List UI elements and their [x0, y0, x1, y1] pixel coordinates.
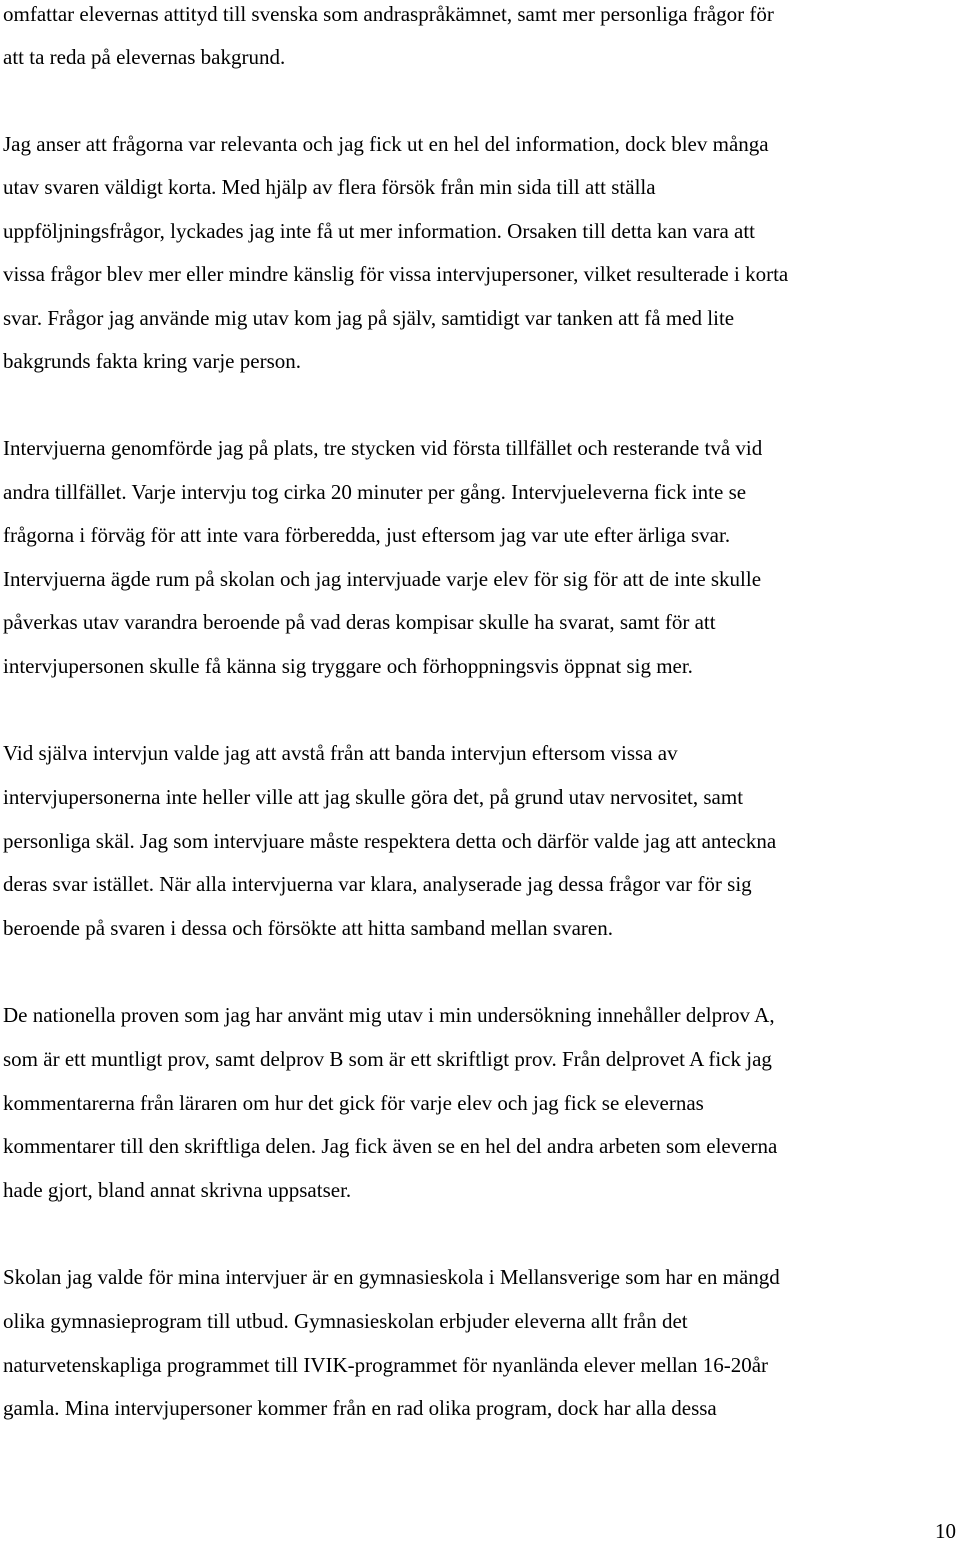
text-line: beroende på svaren i dessa och försökte att hitta samband mellan svaren.: [3, 916, 613, 940]
text-line: frågorna i förväg för att inte vara förberedda, just eftersom jag var ute efter ärliga svar.: [3, 523, 731, 547]
text-line: Intervjuerna ägde rum på skolan och jag intervjuade varje elev för sig för att de inte skulle: [3, 567, 762, 591]
text-line: naturvetenskapliga programmet till IVIK-programmet för nyanlända elever mellan 16-20år: [3, 1353, 769, 1377]
text-line: bakgrunds fakta kring varje person.: [3, 349, 301, 373]
text-line: andra tillfället. Varje intervju tog cirka 20 minuter per gång. Intervjueleverna fick inte se: [3, 480, 747, 504]
text-line: utav svaren väldigt korta. Med hjälp av flera försök från min sida till att ställa: [3, 175, 656, 199]
text-line: olika gymnasieprogram till utbud. Gymnasieskolan erbjuder eleverna allt från det: [3, 1309, 688, 1333]
text-line: deras svar istället. När alla intervjuerna var klara, analyserade jag dessa frågor var för sig: [3, 872, 752, 896]
text-line: som är ett muntligt prov, samt delprov B som är ett skriftligt prov. Från delprovet A fick jag: [3, 1047, 772, 1071]
text-line: uppföljningsfrågor, lyckades jag inte få ut mer information. Orsaken till detta kan vara att: [3, 219, 756, 243]
text-line: omfattar elevernas attityd till svenska som andraspråkämnet, samt mer personliga frågor för: [3, 2, 774, 26]
text-line: Vid själva intervjun valde jag att avstå från att banda intervjun eftersom vissa av: [3, 741, 678, 765]
text-line: intervjupersonen skulle få känna sig tryggare och förhoppningsvis öppnat sig mer.: [3, 654, 693, 678]
text-line: hade gjort, bland annat skrivna uppsatser.: [3, 1178, 352, 1202]
text-line: vissa frågor blev mer eller mindre känslig för vissa intervjupersoner, vilket resulterade i korta: [3, 262, 789, 286]
text-line: personliga skäl. Jag som intervjuare måste respektera detta och därför valde jag att anteckna: [3, 829, 777, 853]
text-line: gamla. Mina intervjupersoner kommer från en rad olika program, dock har alla dessa: [3, 1396, 717, 1420]
text-line: att ta reda på elevernas bakgrund.: [3, 45, 286, 69]
text-line: Skolan jag valde för mina intervjuer är en gymnasieskola i Mellansverige som har en mängd: [3, 1265, 780, 1289]
text-line: intervjupersonerna inte heller ville att jag skulle göra det, på grund utav nervositet, samt: [3, 785, 744, 809]
text-line: kommentarer till den skriftliga delen. Jag fick även se en hel del andra arbeten som eleverna: [3, 1134, 778, 1158]
text-line: Intervjuerna genomförde jag på plats, tre stycken vid första tillfället och resterande två vid: [3, 436, 763, 460]
text-line: De nationella proven som jag har använt mig utav i min undersökning innehåller delprov A,: [3, 1003, 775, 1027]
text-line: kommentarerna från läraren om hur det gick för varje elev och jag fick se elevernas: [3, 1091, 704, 1115]
text-line: svar. Frågor jag använde mig utav kom jag på själv, samtidigt var tanken att få med lite: [3, 306, 735, 330]
text-line: påverkas utav varandra beroende på vad deras kompisar skulle ha svarat, samt för att: [3, 610, 716, 634]
page-number: 10: [935, 1519, 956, 1543]
text-line: Jag anser att frågorna var relevanta och jag fick ut en hel del information, dock blev många: [3, 132, 769, 156]
